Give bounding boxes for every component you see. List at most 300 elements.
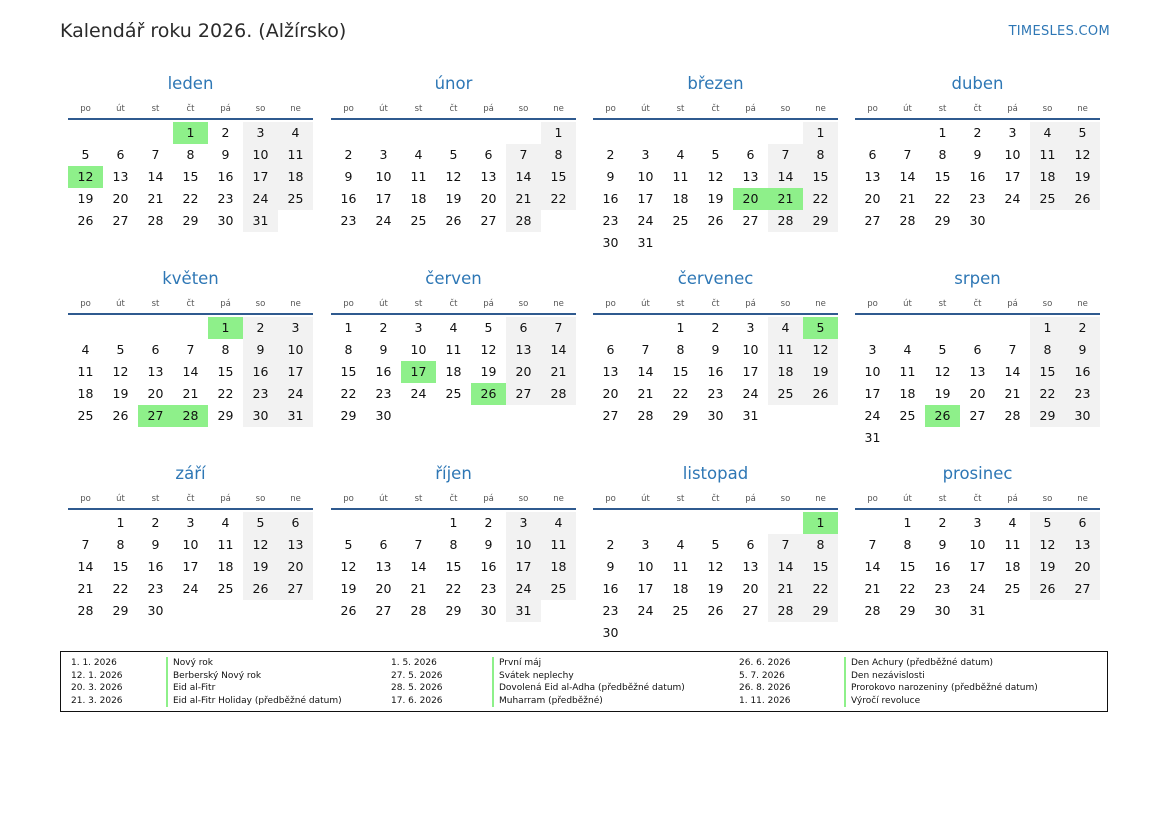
day-cell: 23 bbox=[707, 386, 724, 401]
day-cell: 26 bbox=[77, 213, 94, 228]
day-cell: 13 bbox=[969, 364, 986, 379]
day-cell: 28 bbox=[768, 210, 803, 232]
day-cell: 2 bbox=[938, 515, 947, 530]
day-cell: 22 bbox=[182, 191, 199, 206]
day-cell: 21 bbox=[182, 386, 199, 401]
day-cell: 21 bbox=[147, 191, 164, 206]
day-cell: 8 bbox=[1030, 339, 1065, 361]
day-cell: 30 bbox=[707, 408, 724, 423]
day-cell: 15 bbox=[340, 364, 357, 379]
day-cell: 27 bbox=[375, 603, 392, 618]
day-cell: 30 bbox=[243, 405, 278, 427]
day-cell: 6 bbox=[278, 512, 313, 534]
day-cell: 10 bbox=[864, 364, 881, 379]
day-cell: 30 bbox=[480, 603, 497, 618]
day-cell: 6 bbox=[151, 342, 160, 357]
weekday-label: po bbox=[867, 299, 878, 309]
day-cell: 28 bbox=[637, 408, 654, 423]
day-cell: 16 bbox=[375, 364, 392, 379]
day-cell: 25 bbox=[410, 213, 427, 228]
day-cell: 8 bbox=[803, 144, 838, 166]
legend-date: 1. 1. 2026 bbox=[71, 658, 117, 668]
day-cell: 14 bbox=[182, 364, 199, 379]
day-cell: 7 bbox=[81, 537, 90, 552]
day-cell: 25 bbox=[217, 581, 234, 596]
day-cell: 16 bbox=[602, 191, 619, 206]
brand-link[interactable]: TIMESLES.COM bbox=[1008, 24, 1110, 39]
day-grid bbox=[68, 512, 313, 622]
day-cell: 19 bbox=[707, 191, 724, 206]
month-name: listopad bbox=[682, 464, 749, 483]
day-cell: 15 bbox=[899, 559, 916, 574]
day-cell: 29 bbox=[182, 213, 199, 228]
day-cell: 23 bbox=[934, 581, 951, 596]
month-11 bbox=[855, 463, 1100, 622]
day-cell: 6 bbox=[506, 317, 541, 339]
weekday-header bbox=[331, 298, 576, 310]
day-grid bbox=[331, 317, 576, 427]
weekday-label: čt bbox=[449, 104, 458, 114]
day-cell: 17 bbox=[742, 364, 759, 379]
day-cell: 28 bbox=[899, 213, 916, 228]
day-cell: 5 bbox=[711, 537, 720, 552]
header-rule bbox=[68, 508, 313, 510]
day-cell: 25 bbox=[672, 603, 689, 618]
day-cell: 4 bbox=[903, 342, 912, 357]
empty-cell bbox=[103, 317, 138, 339]
holiday-legend bbox=[60, 651, 1108, 712]
day-cell: 23 bbox=[480, 581, 497, 596]
day-cell: 9 bbox=[1065, 339, 1100, 361]
day-cell: 20 bbox=[147, 386, 164, 401]
weekday-label: út bbox=[641, 104, 650, 114]
day-cell: 14 bbox=[506, 166, 541, 188]
weekday-label: po bbox=[80, 494, 91, 504]
weekday-label: čt bbox=[449, 299, 458, 309]
day-cell: 31 bbox=[506, 600, 541, 622]
day-cell: 16 bbox=[707, 364, 724, 379]
weekday-label: ne bbox=[290, 494, 301, 504]
day-cell: 23 bbox=[375, 386, 392, 401]
day-cell: 3 bbox=[379, 147, 388, 162]
legend-date: 17. 6. 2026 bbox=[391, 695, 443, 706]
day-cell: 22 bbox=[340, 386, 357, 401]
month-7 bbox=[855, 268, 1100, 449]
day-cell: 12 bbox=[707, 559, 724, 574]
day-cell: 17 bbox=[1004, 169, 1021, 184]
day-cell: 6 bbox=[868, 147, 877, 162]
legend-date: 26. 6. 2026 bbox=[739, 658, 791, 668]
day-cell: 13 bbox=[147, 364, 164, 379]
day-cell: 10 bbox=[969, 537, 986, 552]
day-cell: 16 bbox=[969, 169, 986, 184]
day-cell: 7 bbox=[768, 534, 803, 556]
day-cell: 10 bbox=[1004, 147, 1021, 162]
day-cell: 25 bbox=[445, 386, 462, 401]
weekday-header bbox=[855, 493, 1100, 505]
day-cell: 29 bbox=[217, 408, 234, 423]
day-cell: 26 bbox=[1030, 578, 1065, 600]
day-cell: 14 bbox=[864, 559, 881, 574]
day-cell: 22 bbox=[672, 386, 689, 401]
day-cell: 10 bbox=[278, 339, 313, 361]
weekday-label: út bbox=[903, 104, 912, 114]
month-name: říjen bbox=[435, 464, 472, 483]
day-cell: 19 bbox=[445, 191, 462, 206]
day-cell: 31 bbox=[969, 603, 986, 618]
day-cell: 9 bbox=[606, 169, 615, 184]
day-cell: 15 bbox=[112, 559, 129, 574]
month-4 bbox=[68, 268, 313, 427]
empty-cell bbox=[890, 122, 925, 144]
day-cell: 7 bbox=[903, 147, 912, 162]
month-8 bbox=[68, 463, 313, 622]
day-cell: 26 bbox=[340, 603, 357, 618]
header-rule bbox=[593, 118, 838, 120]
day-cell: 30 bbox=[934, 603, 951, 618]
day-cell: 14 bbox=[410, 559, 427, 574]
day-cell: 8 bbox=[186, 147, 195, 162]
day-cell: 18 bbox=[672, 581, 689, 596]
day-cell: 9 bbox=[221, 147, 230, 162]
day-cell: 25 bbox=[278, 188, 313, 210]
weekday-label: čt bbox=[186, 104, 195, 114]
day-cell: 20 bbox=[602, 386, 619, 401]
holiday-day: 27 bbox=[138, 405, 173, 427]
empty-cell bbox=[331, 122, 366, 144]
day-cell: 2 bbox=[973, 125, 982, 140]
day-cell: 5 bbox=[1030, 512, 1065, 534]
weekday-label: čt bbox=[449, 494, 458, 504]
day-cell: 24 bbox=[182, 581, 199, 596]
day-cell: 19 bbox=[112, 386, 129, 401]
day-cell: 29 bbox=[112, 603, 129, 618]
empty-cell bbox=[436, 122, 471, 144]
day-cell: 18 bbox=[217, 559, 234, 574]
day-cell: 13 bbox=[864, 169, 881, 184]
weekday-header bbox=[68, 493, 313, 505]
month-name: duben bbox=[951, 74, 1004, 93]
day-cell: 16 bbox=[1065, 361, 1100, 383]
empty-cell bbox=[68, 122, 103, 144]
day-cell: 9 bbox=[973, 147, 982, 162]
weekday-label: čt bbox=[711, 299, 720, 309]
weekday-label: so bbox=[780, 299, 791, 309]
day-cell: 15 bbox=[1030, 361, 1065, 383]
day-cell: 29 bbox=[1030, 405, 1065, 427]
weekday-label: st bbox=[676, 104, 685, 114]
day-cell: 23 bbox=[217, 191, 234, 206]
day-cell: 4 bbox=[278, 122, 313, 144]
weekday-label: so bbox=[255, 104, 266, 114]
day-cell: 17 bbox=[637, 581, 654, 596]
day-grid bbox=[331, 122, 576, 232]
empty-cell bbox=[366, 122, 401, 144]
weekday-header bbox=[68, 298, 313, 310]
day-cell: 20 bbox=[278, 556, 313, 578]
day-cell: 19 bbox=[243, 556, 278, 578]
weekday-label: st bbox=[938, 104, 947, 114]
day-cell: 4 bbox=[81, 342, 90, 357]
day-cell: 19 bbox=[1030, 556, 1065, 578]
day-cell: 7 bbox=[414, 537, 423, 552]
day-cell: 24 bbox=[637, 213, 654, 228]
day-cell: 18 bbox=[541, 556, 576, 578]
day-cell: 8 bbox=[116, 537, 125, 552]
empty-cell bbox=[471, 122, 506, 144]
day-grid bbox=[331, 512, 576, 622]
day-grid bbox=[855, 122, 1100, 232]
empty-cell bbox=[960, 317, 995, 339]
day-cell: 10 bbox=[637, 559, 654, 574]
day-cell: 16 bbox=[243, 361, 278, 383]
month-name: září bbox=[175, 464, 206, 483]
legend-date: 1. 11. 2026 bbox=[739, 695, 791, 706]
empty-cell bbox=[995, 317, 1030, 339]
legend-holiday-name: Den nezávislosti bbox=[844, 670, 925, 683]
day-cell: 15 bbox=[803, 556, 838, 578]
day-grid bbox=[855, 512, 1100, 622]
day-cell: 18 bbox=[445, 364, 462, 379]
day-cell: 4 bbox=[676, 147, 685, 162]
day-cell: 10 bbox=[375, 169, 392, 184]
day-cell: 2 bbox=[151, 515, 160, 530]
day-cell: 21 bbox=[77, 581, 94, 596]
header-rule bbox=[331, 118, 576, 120]
month-5 bbox=[331, 268, 576, 427]
weekday-label: čt bbox=[711, 494, 720, 504]
empty-cell bbox=[593, 122, 628, 144]
weekday-label: pá bbox=[745, 299, 756, 309]
day-cell: 28 bbox=[147, 213, 164, 228]
day-cell: 2 bbox=[344, 147, 353, 162]
legend-date: 1. 5. 2026 bbox=[391, 658, 437, 668]
month-0 bbox=[68, 73, 313, 232]
weekday-label: ne bbox=[1077, 494, 1088, 504]
day-cell: 3 bbox=[414, 320, 423, 335]
day-cell: 30 bbox=[147, 603, 164, 618]
day-cell: 21 bbox=[637, 386, 654, 401]
day-cell: 4 bbox=[541, 512, 576, 534]
day-cell: 29 bbox=[803, 210, 838, 232]
holiday-day: 20 bbox=[733, 188, 768, 210]
day-cell: 26 bbox=[803, 383, 838, 405]
day-cell: 8 bbox=[676, 342, 685, 357]
day-cell: 18 bbox=[672, 191, 689, 206]
weekday-label: po bbox=[80, 299, 91, 309]
legend-date: 12. 1. 2026 bbox=[71, 670, 123, 681]
empty-cell bbox=[855, 317, 890, 339]
page-title: Kalendář roku 2026. (Alžírsko) bbox=[60, 20, 347, 42]
day-cell: 26 bbox=[243, 578, 278, 600]
day-cell: 20 bbox=[375, 581, 392, 596]
day-cell: 6 bbox=[973, 342, 982, 357]
day-cell: 9 bbox=[938, 537, 947, 552]
month-name: březen bbox=[687, 74, 744, 93]
day-cell: 5 bbox=[116, 342, 125, 357]
day-cell: 10 bbox=[182, 537, 199, 552]
day-cell: 19 bbox=[77, 191, 94, 206]
weekday-label: út bbox=[903, 494, 912, 504]
header-rule bbox=[855, 508, 1100, 510]
day-cell: 7 bbox=[768, 144, 803, 166]
day-cell: 3 bbox=[506, 512, 541, 534]
header-rule bbox=[593, 313, 838, 315]
day-cell: 22 bbox=[803, 578, 838, 600]
day-cell: 9 bbox=[484, 537, 493, 552]
day-cell: 7 bbox=[151, 147, 160, 162]
day-cell: 22 bbox=[1030, 383, 1065, 405]
day-cell: 11 bbox=[768, 339, 803, 361]
weekday-label: ne bbox=[290, 299, 301, 309]
weekday-label: čt bbox=[973, 299, 982, 309]
weekday-label: st bbox=[414, 494, 423, 504]
day-cell: 31 bbox=[864, 430, 881, 445]
day-cell: 31 bbox=[278, 405, 313, 427]
month-name: únor bbox=[434, 74, 473, 93]
weekday-label: út bbox=[379, 494, 388, 504]
day-cell: 31 bbox=[243, 210, 278, 232]
day-cell: 27 bbox=[278, 578, 313, 600]
holiday-day: 5 bbox=[803, 317, 838, 339]
month-name: prosinec bbox=[942, 464, 1013, 483]
day-cell: 4 bbox=[449, 320, 458, 335]
day-cell: 2 bbox=[606, 147, 615, 162]
day-cell: 3 bbox=[1008, 125, 1017, 140]
day-cell: 24 bbox=[375, 213, 392, 228]
weekday-label: út bbox=[379, 104, 388, 114]
day-grid bbox=[593, 317, 838, 427]
weekday-header bbox=[331, 493, 576, 505]
empty-cell bbox=[173, 317, 208, 339]
day-cell: 14 bbox=[541, 339, 576, 361]
day-cell: 8 bbox=[803, 534, 838, 556]
day-cell: 21 bbox=[899, 191, 916, 206]
day-cell: 29 bbox=[340, 408, 357, 423]
day-cell: 18 bbox=[77, 386, 94, 401]
day-cell: 12 bbox=[1030, 534, 1065, 556]
day-cell: 30 bbox=[217, 213, 234, 228]
day-cell: 24 bbox=[506, 578, 541, 600]
day-cell: 19 bbox=[480, 364, 497, 379]
day-cell: 5 bbox=[484, 320, 493, 335]
day-cell: 11 bbox=[672, 559, 689, 574]
day-cell: 2 bbox=[484, 515, 493, 530]
day-cell: 19 bbox=[1065, 166, 1100, 188]
day-cell: 22 bbox=[934, 191, 951, 206]
day-cell: 18 bbox=[1004, 559, 1021, 574]
legend-holiday-name: Svátek neplechy bbox=[492, 670, 574, 683]
day-cell: 4 bbox=[221, 515, 230, 530]
day-cell: 10 bbox=[742, 342, 759, 357]
weekday-label: út bbox=[641, 494, 650, 504]
empty-cell bbox=[366, 512, 401, 534]
day-cell: 9 bbox=[711, 342, 720, 357]
day-cell: 25 bbox=[541, 578, 576, 600]
day-cell: 17 bbox=[375, 191, 392, 206]
day-cell: 8 bbox=[449, 537, 458, 552]
weekday-label: pá bbox=[1007, 494, 1018, 504]
day-cell: 18 bbox=[768, 361, 803, 383]
day-cell: 19 bbox=[803, 361, 838, 383]
weekday-label: so bbox=[518, 104, 529, 114]
day-cell: 11 bbox=[217, 537, 234, 552]
day-cell: 16 bbox=[217, 169, 234, 184]
day-grid bbox=[593, 512, 838, 644]
weekday-label: po bbox=[605, 494, 616, 504]
weekday-label: po bbox=[867, 104, 878, 114]
day-cell: 13 bbox=[506, 339, 541, 361]
holiday-day: 26 bbox=[925, 405, 960, 427]
weekday-label: pá bbox=[745, 494, 756, 504]
day-cell: 24 bbox=[969, 581, 986, 596]
empty-cell bbox=[663, 512, 698, 534]
weekday-label: út bbox=[641, 299, 650, 309]
day-cell: 22 bbox=[217, 386, 234, 401]
day-cell: 23 bbox=[969, 191, 986, 206]
day-cell: 23 bbox=[147, 581, 164, 596]
day-cell: 13 bbox=[602, 364, 619, 379]
day-cell: 17 bbox=[182, 559, 199, 574]
day-cell: 25 bbox=[672, 213, 689, 228]
day-cell: 10 bbox=[243, 144, 278, 166]
day-cell: 17 bbox=[278, 361, 313, 383]
day-cell: 29 bbox=[934, 213, 951, 228]
weekday-label: st bbox=[151, 494, 160, 504]
day-cell: 9 bbox=[344, 169, 353, 184]
legend-holiday-name: Eid al-Fitr Holiday (předběžné datum) bbox=[166, 695, 342, 708]
day-cell: 15 bbox=[182, 169, 199, 184]
day-cell: 11 bbox=[1030, 144, 1065, 166]
weekday-label: so bbox=[255, 494, 266, 504]
month-name: červenec bbox=[677, 269, 754, 288]
day-cell: 6 bbox=[746, 147, 755, 162]
weekday-label: ne bbox=[1077, 104, 1088, 114]
empty-cell bbox=[768, 122, 803, 144]
day-cell: 2 bbox=[243, 317, 278, 339]
day-cell: 7 bbox=[1008, 342, 1017, 357]
day-cell: 1 bbox=[116, 515, 125, 530]
day-cell: 26 bbox=[445, 213, 462, 228]
day-cell: 28 bbox=[864, 603, 881, 618]
day-cell: 28 bbox=[1004, 408, 1021, 423]
empty-cell bbox=[768, 512, 803, 534]
day-cell: 21 bbox=[1004, 386, 1021, 401]
weekday-label: pá bbox=[483, 299, 494, 309]
day-cell: 8 bbox=[903, 537, 912, 552]
weekday-label: po bbox=[80, 104, 91, 114]
holiday-day: 17 bbox=[401, 361, 436, 383]
header-rule bbox=[68, 313, 313, 315]
weekday-label: po bbox=[605, 104, 616, 114]
day-cell: 12 bbox=[1065, 144, 1100, 166]
header-rule bbox=[68, 118, 313, 120]
weekday-label: út bbox=[116, 104, 125, 114]
day-cell: 14 bbox=[77, 559, 94, 574]
day-cell: 24 bbox=[864, 408, 881, 423]
day-cell: 10 bbox=[506, 534, 541, 556]
day-cell: 7 bbox=[186, 342, 195, 357]
day-cell: 30 bbox=[375, 408, 392, 423]
day-cell: 4 bbox=[1008, 515, 1017, 530]
weekday-label: pá bbox=[483, 494, 494, 504]
day-cell: 8 bbox=[938, 147, 947, 162]
day-cell: 5 bbox=[449, 147, 458, 162]
weekday-label: čt bbox=[973, 494, 982, 504]
day-cell: 17 bbox=[864, 386, 881, 401]
day-cell: 27 bbox=[742, 603, 759, 618]
month-name: červen bbox=[425, 269, 482, 288]
